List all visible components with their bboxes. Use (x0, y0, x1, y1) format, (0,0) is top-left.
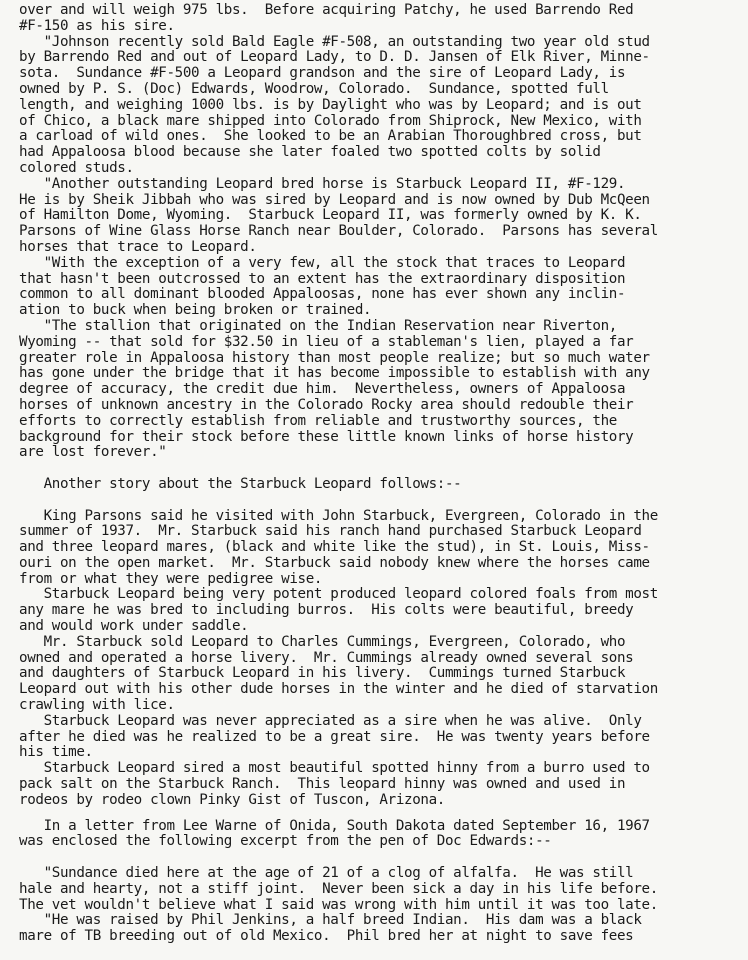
paragraph-4: "With the exception of a very few, all the stock that traces to Leopard that hasn't been outcrossed to an extent has the extraordinary disposition common to all dominant blooded Appaloosas, none has ever shown any inclin- ation to buck when being broken or trained. (19, 254, 626, 319)
paragraph-2: "Johnson recently sold Bald Eagle #F-508, an outstanding two year old stud by Barrendo Red and out of Leopard Lady, to D. D. Jansen of Elk River, Minne- sota. Sundance #F-500 a Leopard grandson and the sire of Leopard Lady, is owned by P. S. (Doc) Edwards, Woodrow, Colorado. Sundance, spotted full length, and weighing 1000 lbs. is by Daylight who was by Leopard; and is out of Chico, a black mare shipped into Colorado from Shiprock, New Mexico, with a carload of wild ones. She looked to be an Arabian Thoroughbred cross, but had Appaloosa blood because she later foaled two spotted colts by solid colored studs. (19, 33, 650, 176)
paragraph-1: over and will weigh 975 lbs. Before acquiring Patchy, he used Barrendo Red #F-150 as his sire. (19, 2, 634, 34)
paragraph-13: "Sundance died here at the age of 21 of a clog of alfalfa. He was still hale and hearty, not a stiff joint. Never been sick a day in his life before. The vet wouldn't believe what I said was wrong with him until it was too late. (19, 865, 658, 913)
paragraph-9: Mr. Starbuck sold Leopard to Charles Cummings, Evergreen, Colorado, who owned and operated a horse livery. Mr. Cummings already owned several sons and daughters of Starbuck Leopard in his livery. Cummings turned Starbuck Leopard out with his other dude horses in the winter and he died of starvation crawling with lice. (19, 633, 658, 714)
spacer (19, 850, 740, 866)
paragraph-11: Starbuck Leopard sired a most beautiful spotted hinny from a burro used to pack salt on the Starbuck Ranch. This leopard hinny was owned and used in rodeos by rodeo clown Pinky Gist of Tuscon, Arizona. (19, 760, 650, 808)
paragraph-10: Starbuck Leopard was never appreciated as a sire when he was alive. Only after he died was he realized to be a great sire. He was twenty years before his time. (19, 712, 650, 761)
paragraph-6: Another story about the Starbuck Leopard follows:-- (19, 475, 462, 492)
spacer (19, 461, 740, 477)
paragraph-8: Starbuck Leopard being very potent produced leopard colored foals from most any mare he was bred to including burros. His colts were beautiful, breedy and would work under saddle. (19, 586, 658, 635)
spacer (19, 493, 740, 509)
paragraph-7: King Parsons said he visited with John Starbuck, Evergreen, Colorado in the summer of 1937. Mr. Starbuck said his ranch hand purchased Starbuck Leopard and three leopard mares, (black and white like the stud), in St. Louis, Miss- ouri on the open market. Mr. Starbuck said nobody knew where the horses came from or what they were pedigree wise. (19, 507, 658, 587)
paragraph-3: "Another outstanding Leopard bred horse is Starbuck Leopard II, #F-129. He is by Sheik Jibbah who was sired by Leopard and is now owned by Dub McQeen of Hamilton Dome, Wyoming. Starbuck Leopard II, was formerly owned by K. K. Parsons of Wine Glass Horse Ranch near Boulder, Colorado. Parsons has several horses that trace to Leopard. (19, 175, 658, 255)
paragraph-12: In a letter from Lee Warne of Onida, South Dakota dated September 16, 1967 was enclosed the following excerpt from the pen of Doc Edwards:-- (19, 817, 650, 850)
paragraph-5: "The stallion that originated on the Indian Reservation near Riverton, Wyoming -- that sold for $32.50 in lieu of a stableman's lien, played a far greater role in Appaloosa history than most people realize; but so much water has gone under the bridge that it has become impossible to establish with any degree of accuracy, the credit due him. Nevertheless, owners of Appaloosa horses of unknown ancestry in the Colorado Rocky area should redouble their efforts to correctly establish from reliable and trustworthy sources, the background for their stock before these little known links of horse history are lost forever." (19, 317, 650, 461)
paragraph-14: "He was raised by Phil Jenkins, a half breed Indian. His dam was a black mare of TB breeding out of old Mexico. Phil bred her at night to save fees (19, 912, 642, 945)
